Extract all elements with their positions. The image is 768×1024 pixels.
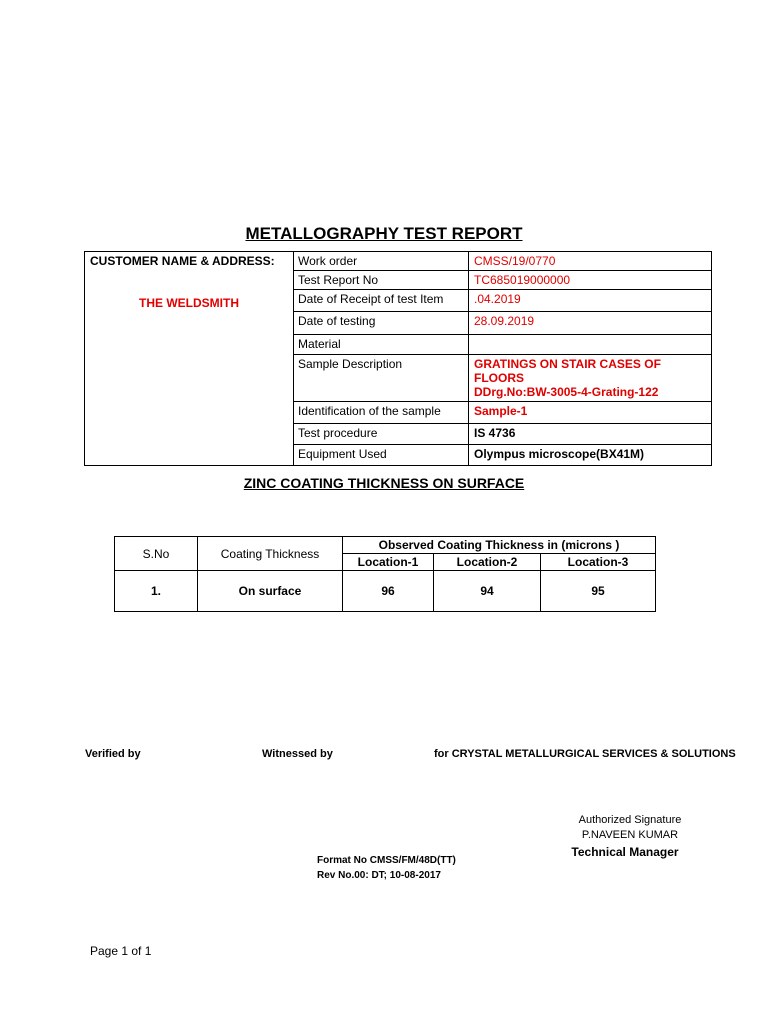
equipment-label: Equipment Used [294,445,469,466]
row-location-2-value: 94 [434,571,541,612]
testing-date-value: 28.09.2019 [469,312,712,335]
sno-header: S.No [115,537,198,571]
coating-thickness-header: Coating Thickness [198,537,343,571]
report-title: METALLOGRAPHY TEST REPORT [245,224,523,243]
customer-label: CUSTOMER NAME & ADDRESS: [90,254,275,268]
location-1-header: Location-1 [343,554,434,571]
format-number: Format No CMSS/FM/48D(TT) [317,855,456,866]
test-report-no-label: Test Report No [294,271,469,290]
work-order-value: CMSS/19/0770 [469,252,712,271]
row-sno: 1. [115,571,198,612]
report-info-table [84,251,712,466]
material-label: Material [294,335,469,355]
receipt-date-label: Date of Receipt of test Item [294,290,469,312]
witnessed-by: Witnessed by [262,748,333,760]
authorized-signature: Authorized Signature [578,814,682,826]
signatory-name: P.NAVEEN KUMAR [581,829,679,841]
test-report-no-value: TC685019000000 [469,271,712,290]
observed-thickness-header: Observed Coating Thickness in (microns ) [343,537,656,554]
location-3-header: Location-3 [541,554,656,571]
page-number: Page 1 of 1 [90,944,152,958]
revision-number: Rev No.00: DT; 10-08-2017 [317,870,441,881]
company-signature-line: for CRYSTAL METALLURGICAL SERVICES & SOLUTIONS [434,748,736,760]
test-procedure-label: Test procedure [294,424,469,445]
signatory-role: Technical Manager [571,845,679,859]
equipment-value: Olympus microscope(BX41M) [469,445,712,466]
material-value [469,335,712,355]
sample-identification-label: Identification of the sample [294,402,469,424]
section-title: ZINC COATING THICKNESS ON SURFACE [243,475,525,491]
sample-description-label: Sample Description [294,355,469,402]
zinc-coating-table [114,536,656,612]
location-2-header: Location-2 [434,554,541,571]
table-row [115,571,656,612]
sample-description-value [469,355,712,402]
customer-cell [85,252,294,466]
customer-name: THE WELDSMITH [139,296,239,310]
sample-description-line1: GRATINGS ON STAIR CASES OF FLOORS [474,357,661,385]
verified-by: Verified by [85,748,141,760]
testing-date-label: Date of testing [294,312,469,335]
sample-identification-value: Sample-1 [469,402,712,424]
row-location-1-value: 96 [343,571,434,612]
sample-description-line2: DDrg.No:BW-3005-4-Grating-122 [474,385,659,399]
row-location-3-value: 95 [541,571,656,612]
test-procedure-value: IS 4736 [469,424,712,445]
row-coating: On surface [198,571,343,612]
work-order-label: Work order [294,252,469,271]
receipt-date-value: .04.2019 [469,290,712,312]
